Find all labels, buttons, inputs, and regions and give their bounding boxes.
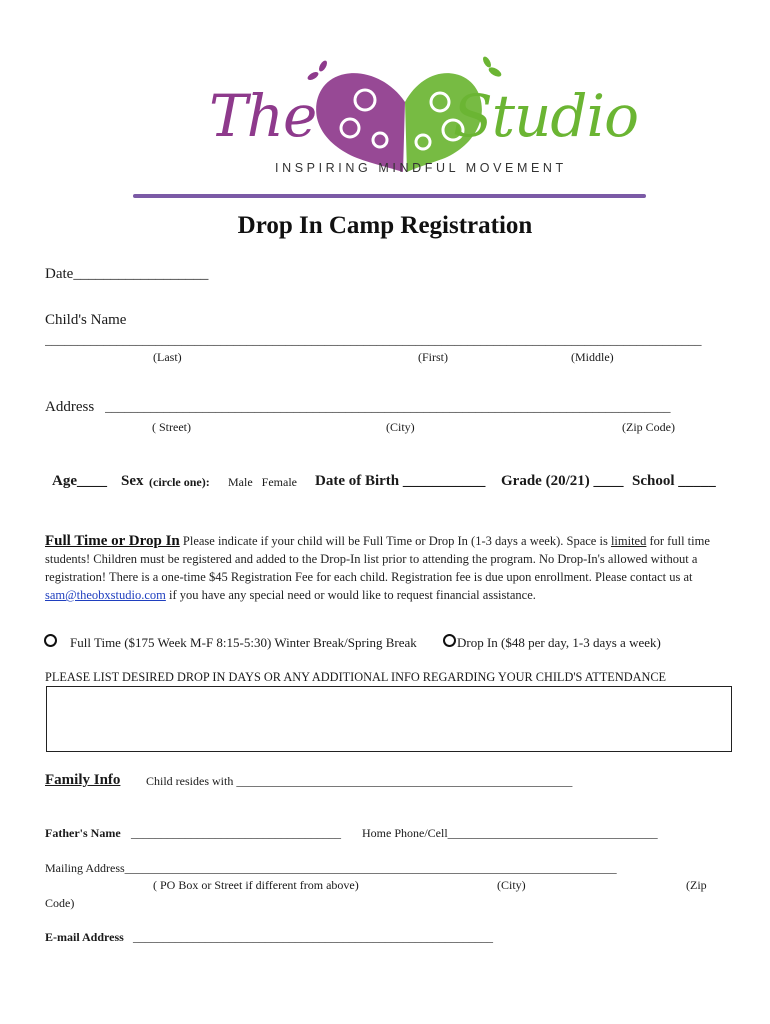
father-name-label: Father's Name: [45, 826, 121, 840]
address-hint-street: ( Street): [152, 420, 191, 434]
mailing-hint-zip-cont: Code): [45, 896, 75, 910]
logo-word-the: The: [209, 82, 317, 150]
email-label: E-mail Address: [45, 930, 124, 944]
header-divider: [133, 194, 646, 198]
address-hint-zip: (Zip Code): [622, 420, 675, 434]
enrollment-text-limited: limited: [610, 534, 647, 548]
full-time-option-label: Full Time ($175 Week M-F 8:15-5:30) Winter Break/Spring Break: [70, 635, 417, 650]
name-hint-last: (Last): [153, 350, 182, 364]
page-title: Drop In Camp Registration: [237, 212, 533, 239]
notes-textarea[interactable]: [46, 686, 732, 752]
enrollment-text-2: for full time students! Children must be registered and added to the Drop-In list prior to attending the program. No Drop-In's allowed without a registration! There is a one-time $45 Registration Fee for each child. Registration fee is due upon enrollment. Please contact us at: [45, 534, 710, 584]
date-field[interactable]: Date__________________: [45, 266, 209, 282]
school-field[interactable]: School _____: [632, 473, 716, 489]
logo-word-studio: Studio: [453, 82, 638, 150]
enrollment-text-1: Please indicate if your child will be Full Time or Drop In (1-3 days a week). Space is: [179, 534, 611, 548]
age-field[interactable]: Age____: [52, 473, 107, 489]
address-field[interactable]: _______________________________________________________________________________________: [105, 399, 671, 414]
drop-in-radio[interactable]: [443, 634, 456, 647]
sex-options[interactable]: Male Female: [228, 475, 297, 489]
mailing-hint-city: (City): [497, 878, 526, 892]
enrollment-text-3: if you have any special need or would like to request financial assistance.: [165, 588, 536, 602]
contact-email-link[interactable]: sam@theobxstudio.com: [45, 588, 166, 602]
email-field[interactable]: ____________________________________________________________: [133, 930, 493, 944]
full-time-radio[interactable]: [44, 634, 57, 647]
father-name-field[interactable]: ___________________________________: [131, 826, 341, 840]
notes-label: PLEASE LIST DESIRED DROP IN DAYS OR ANY ADDITIONAL INFO REGARDING YOUR CHILD'S ATTENDANCE: [45, 670, 667, 684]
grade-field[interactable]: Grade (20/21) ____: [501, 473, 624, 489]
mailing-address-field[interactable]: Mailing Address__________________________________________________________________________________: [45, 861, 617, 875]
child-name-label: Child's Name: [45, 312, 127, 328]
address-hint-city: (City): [386, 420, 415, 434]
sex-label: Sex: [121, 473, 144, 489]
family-info-heading: Family Info: [45, 772, 121, 788]
mailing-hint-street: ( PO Box or Street if different from above): [153, 878, 359, 892]
name-hint-first: (First): [418, 350, 448, 364]
enrollment-heading: Full Time or Drop In: [45, 533, 180, 549]
name-hint-middle: (Middle): [571, 350, 614, 364]
studio-logo: [205, 40, 638, 190]
logo-tagline: INSPIRING MINDFUL MOVEMENT: [275, 161, 567, 175]
child-name-field[interactable]: _____________________________________________________________________________________________________: [45, 332, 702, 347]
resides-with-field[interactable]: Child resides with ________________________________________________________: [146, 774, 573, 788]
dob-field[interactable]: Date of Birth ___________: [315, 473, 486, 489]
home-phone-field[interactable]: Home Phone/Cell___________________________________: [362, 826, 658, 840]
mailing-hint-zip: (Zip: [686, 878, 707, 892]
enrollment-paragraph: [45, 532, 725, 604]
sex-hint: (circle one):: [149, 475, 210, 489]
address-label: Address: [45, 399, 95, 415]
drop-in-option-label: Drop In ($48 per day, 1-3 days a week): [457, 635, 661, 650]
